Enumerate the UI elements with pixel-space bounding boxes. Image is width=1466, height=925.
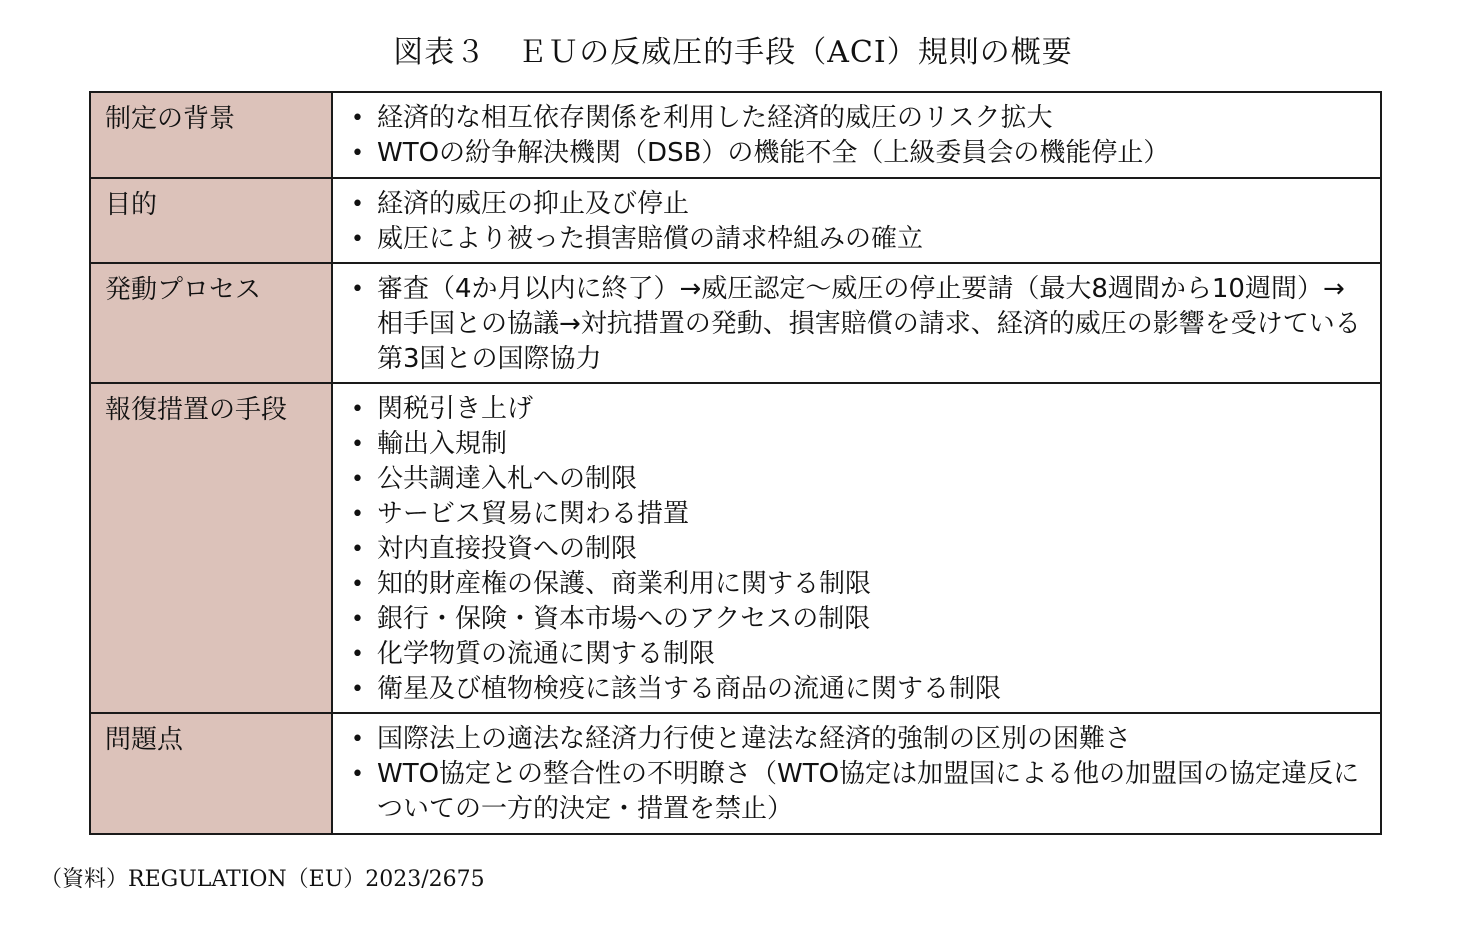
row-content xyxy=(332,713,1381,834)
table-row-purpose xyxy=(90,178,1381,263)
row-label: 発動プロセス xyxy=(90,263,332,383)
bullet-list xyxy=(345,187,1364,257)
list-item: • 関税引き上げ xyxy=(345,392,1364,427)
bullet-list xyxy=(345,392,1364,707)
list-item: • 審査（4か月以内に終了）→威圧認定～威圧の停止要請（最大8週間から10週間）→相手国との協議→対抗措置の発動、損害賠償の請求、経済的威圧の影響を受けている第3国との国際協力 xyxy=(345,272,1364,377)
list-item: • 知的財産権の保護、商業利用に関する制限 xyxy=(345,567,1364,602)
bullet-list xyxy=(345,272,1364,377)
table-row-background xyxy=(90,92,1381,178)
row-content xyxy=(332,263,1381,383)
list-item: • 国際法上の適法な経済力行使と違法な経済的強制の区別の困難さ xyxy=(345,722,1364,757)
row-label: 問題点 xyxy=(90,713,332,834)
table-row-issues xyxy=(90,713,1381,834)
row-label: 制定の背景 xyxy=(90,92,332,178)
row-content xyxy=(332,92,1381,178)
list-item: • 公共調達入札への制限 xyxy=(345,462,1364,497)
list-item: • 衛星及び植物検疫に該当する商品の流通に関する制限 xyxy=(345,672,1364,707)
list-item: • 威圧により被った損害賠償の請求枠組みの確立 xyxy=(345,222,1364,257)
source-note: （資料）REGULATION（EU）2023/2675 xyxy=(40,867,485,892)
list-item: • 銀行・保険・資本市場へのアクセスの制限 xyxy=(345,602,1364,637)
aci-summary-table xyxy=(89,91,1382,835)
list-item: • WTO協定との整合性の不明瞭さ（WTO協定は加盟国による他の加盟国の協定違反についての一方的決定・措置を禁止） xyxy=(345,757,1364,827)
list-item: • 経済的威圧の抑止及び停止 xyxy=(345,187,1364,222)
row-label: 目的 xyxy=(90,178,332,263)
list-item: • WTOの紛争解決機関（DSB）の機能不全（上級委員会の機能停止） xyxy=(345,136,1364,171)
list-item: • 対内直接投資への制限 xyxy=(345,532,1364,567)
bullet-list xyxy=(345,722,1364,827)
list-item: • サービス貿易に関わる措置 xyxy=(345,497,1364,532)
row-content xyxy=(332,178,1381,263)
row-label: 報復措置の手段 xyxy=(90,383,332,713)
figure-title: 図表３ ＥＵの反威圧的手段（ACI）規則の概要 xyxy=(393,35,1073,70)
list-item: • 輸出入規制 xyxy=(345,427,1364,462)
bullet-list xyxy=(345,101,1364,171)
row-content xyxy=(332,383,1381,713)
list-item: • 化学物質の流通に関する制限 xyxy=(345,637,1364,672)
list-item: • 経済的な相互依存関係を利用した経済的威圧のリスク拡大 xyxy=(345,101,1364,136)
table-row-process xyxy=(90,263,1381,383)
table-row-retaliation-measures xyxy=(90,383,1381,713)
